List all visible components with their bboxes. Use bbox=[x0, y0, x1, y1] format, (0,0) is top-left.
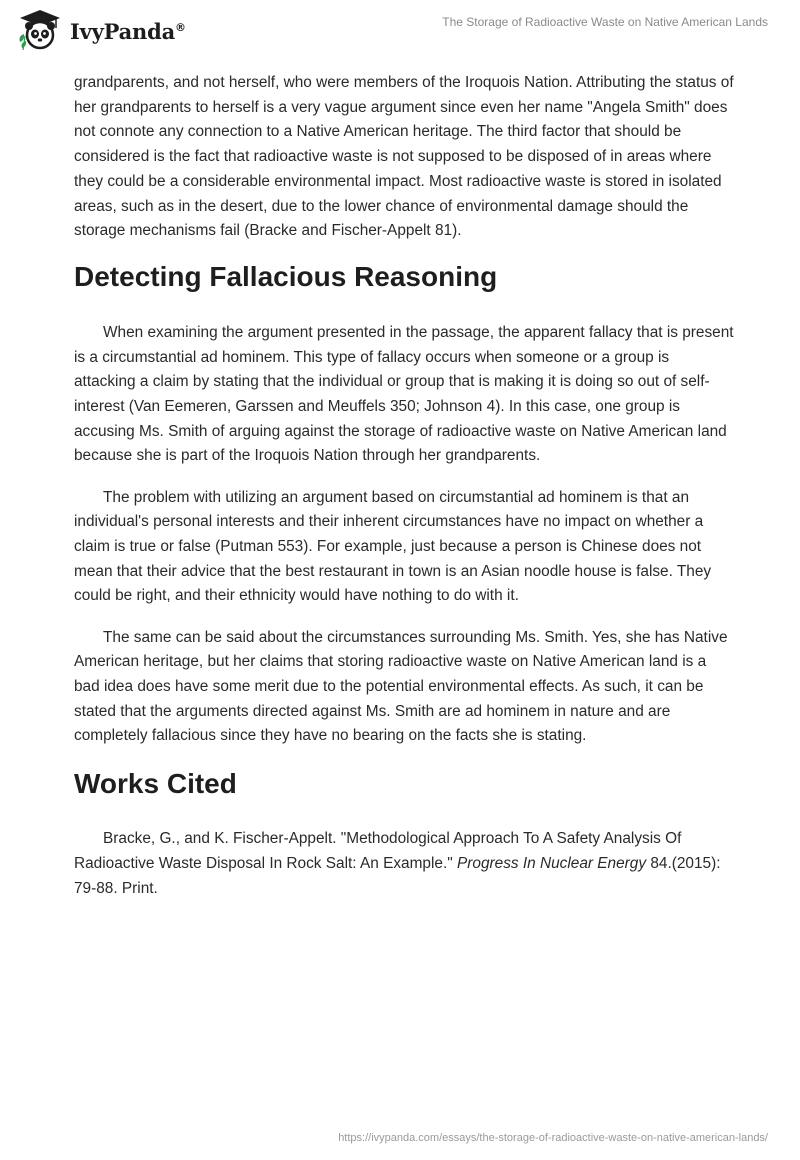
works-cited-heading: Works Cited bbox=[74, 768, 237, 800]
citation-details: 84.(2015): 79-88. Print. bbox=[74, 854, 721, 897]
paragraph-1: When examining the argument presented in the passage, the apparent fallacy that is present is a circumstantial ad hominem. This type of fallacy occurs when someone or a group is attacking a claim by stating that the individual or group that is making it is doing so out of self-interest (Van Eemeren, Garssen and Meuffels 350; Johnson 4). In this case, one group is accusing Ms. Smith of arguing against the storage of radioactive waste on Native American land because she is part of the Iroquois Nation through her grandparents. bbox=[74, 323, 734, 465]
paragraph-continued: grandparents, and not herself, who were members of the Iroquois Nation. Attributing the status of her grandparents to herself is a very vague argument since even her name "Angela Smith" does not connote any connection to a Native American heritage. The third factor that should be considered is the fact that radioactive waste is not supposed to be disposed of in areas where they could be a considerable environmental impact. Most radioactive waste is stored in isolated areas, such as in the desert, due to the lower chance of environmental damage should the storage mechanisms fail (Bracke and Fischer-Appelt 81). bbox=[74, 74, 734, 240]
paragraph-3: The same can be said about the circumstances surrounding Ms. Smith. Yes, she has Native American heritage, but her claims that storing radioactive waste on Native American land is a bad idea does have some merit due to the potential environmental effects. As such, it can be stated that the arguments directed against Ms. Smith are ad hominem in nature and are completely fallacious since they have no bearing on the facts she is stating. bbox=[74, 628, 728, 745]
citation-journal: Progress In Nuclear Energy bbox=[457, 854, 647, 872]
paragraph-2: The problem with utilizing an argument based on circumstantial ad hominem is that an individual's personal interests and their inherent circumstances have no impact on whether a claim is true or false (Putman 553). For example, just because a person is Chinese does not mean that their advice that the best restaurant in town is an Asian noodle house is false. They could be right, and their ethnicity would have nothing to do with it. bbox=[74, 488, 712, 605]
panda-logo-icon bbox=[16, 8, 64, 52]
section-heading-fallacious-reasoning: Detecting Fallacious Reasoning bbox=[74, 260, 498, 292]
essay-content bbox=[74, 71, 734, 918]
footer-url-link[interactable]: https://ivypanda.com/essays/the-storage-of-radioactive-waste-on-native-american-lands/ bbox=[338, 1132, 768, 1144]
citation-authors-title: Bracke, G., and K. Fischer-Appelt. "Methodological Approach To A Safety Analysis Of Radioactive Waste Disposal In Rock Salt: An Example." bbox=[74, 830, 682, 872]
ivypanda-logo-link[interactable] bbox=[16, 8, 186, 52]
page-header bbox=[0, 0, 800, 70]
brand-name: IvyPanda® bbox=[70, 18, 186, 44]
citation-entry bbox=[74, 827, 734, 901]
document-title: The Storage of Radioactive Waste on Native American Lands bbox=[442, 15, 768, 29]
